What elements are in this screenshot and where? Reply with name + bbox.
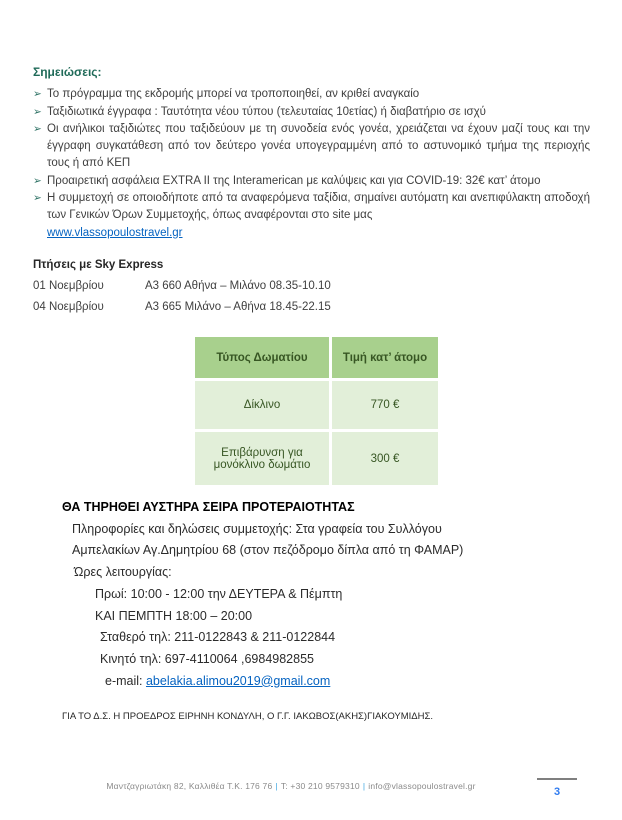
footer-separator: |: [275, 781, 278, 791]
arrow-bullet-icon: ➢: [33, 105, 42, 118]
website-link[interactable]: www.vlassopoulostravel.gr: [47, 226, 183, 239]
price-table-header-room-type: Τύπος Δωματίου: [195, 337, 329, 378]
footer-phone: T: +30 210 9579310: [280, 781, 360, 791]
price-table: [195, 337, 438, 485]
bullet-text: Προαιρετική ασφάλεια EXTRA II της Interamerican με καλύψεις και για COVID-19: 32€ κατ’ άτομο: [47, 174, 541, 187]
priority-heading: ΘΑ ΤΗΡΗΘΕΙ ΑΥΣΤΗΡΑ ΣΕΙΡΑ ΠΡΟΤΕΡΑΙΟΤΗΤΑΣ: [62, 500, 355, 514]
flights-heading: Πτήσεις με Sky Express: [33, 259, 164, 271]
flight-row: [33, 276, 453, 297]
mobile-phone: Κινητό τηλ: 697-4110064 ,6984982855: [100, 651, 314, 666]
landline-phone: Σταθερό τηλ: 211-0122843 & 211-0122844: [100, 630, 336, 645]
info-line: Πληροφορίες και δηλώσεις συμμετοχής: Στα γραφεία του Συλλόγου: [72, 521, 442, 536]
arrow-bullet-icon: ➢: [33, 174, 42, 187]
bullet-item: [33, 121, 590, 173]
price-table-price: 770 €: [332, 381, 438, 429]
email-label: e-mail:: [105, 673, 146, 688]
bullet-item: [33, 173, 590, 190]
page-number: 3: [553, 786, 561, 798]
email-link[interactable]: abelakia.alimou2019@gmail.com: [145, 673, 331, 688]
bullet-text: Το πρόγραμμα της εκδρομής μπορεί να τροποποιηθεί, αν κριθεί αναγκαίο: [47, 88, 420, 101]
flight-date: 04 Νοεμβρίου: [33, 301, 104, 313]
priority-section: [62, 497, 567, 692]
footer-separator: |: [362, 781, 366, 791]
flight-date: 01 Νοεμβρίου: [33, 280, 104, 292]
arrow-bullet-icon: ➢: [33, 192, 42, 205]
arrow-bullet-icon: ➢: [33, 122, 42, 135]
signature-line: ΓΙΑ ΤΟ Δ.Σ. Η ΠΡΟΕΔΡΟΣ ΕΙΡΗΝΗ ΚΟΝΔΥΛΗ, Ο Γ.Γ. ΙΑΚΩΒΟΣ(ΑΚΗΣ)ΓΙΑΚΟΥΜΙΔΗΣ.: [62, 711, 434, 722]
footer-address: Μαντζαγριωτάκη 82, Καλλιθέα Τ.Κ. 176 76: [106, 781, 273, 791]
bullet-text: Η συμμετοχή σε οποιοδήποτε από τα αναφερόμενα ταξίδια, σημαίνει αυτόματη και ανεπιφύλακτη αποδοχή των Γενικών Όρων Συμμετοχής, όπως αναφέρονται στο site μας: [47, 192, 590, 222]
flight-details: Α3 665 Μιλάνο – Αθήνα 18.45-22.15: [145, 301, 331, 313]
flight-row: [33, 297, 453, 318]
bullet-item: [33, 190, 590, 242]
bullet-item: [33, 104, 590, 121]
price-table-header-price: Τιμή κατ’ άτομο: [332, 337, 438, 378]
price-table-room-type: Δίκλινο: [195, 381, 329, 429]
page-number-block: [537, 778, 577, 800]
email-line: [105, 671, 567, 693]
price-table-room-type: Επιβάρυνση για μονόκλινο δωμάτιο: [195, 432, 329, 485]
footer: [0, 781, 582, 791]
flight-details: Α3 660 Αθήνα – Μιλάνο 08.35-10.10: [145, 280, 331, 292]
hours-morning: Πρωί: 10:00 - 12:00 την ΔΕΥΤΕΡΑ & Πέμπτη: [95, 586, 343, 601]
notes-heading: Σημειώσεις:: [33, 65, 102, 79]
address-line: Αμπελακίων Αγ.Δημητρίου 68 (στον πεζόδρομο δίπλα από τη ΦΑΜΑΡ): [72, 543, 464, 558]
footer-email: info@vlassopoulostravel.gr: [368, 781, 476, 791]
hours-label: Ώρες λειτουργίας:: [74, 565, 172, 580]
notes-section: [33, 64, 590, 242]
hours-evening: ΚΑΙ ΠΕΜΠΤΗ 18:00 – 20:00: [95, 608, 253, 623]
bullet-text: Οι ανήλικοι ταξιδιώτες που ταξιδεύουν με τη συνοδεία ενός γονέα, χρειάζεται να έχουν μαζί τους και την έγγραφη συγκατάθεση από τον δεύτερο γονέα υπογεγραμμένη από το αστυνομικό τμήμα της περιοχής τους ή από ΚΕΠ: [47, 122, 590, 170]
flights-section: [33, 255, 453, 318]
price-table-price: 300 €: [332, 432, 438, 485]
arrow-bullet-icon: ➢: [33, 88, 42, 101]
bullet-item: [33, 86, 590, 103]
bullet-text: Ταξιδιωτικά έγγραφα : Ταυτότητα νέου τύπου (τελευταίας 10ετίας) ή διαβατήριο σε ισχύ: [47, 105, 486, 118]
